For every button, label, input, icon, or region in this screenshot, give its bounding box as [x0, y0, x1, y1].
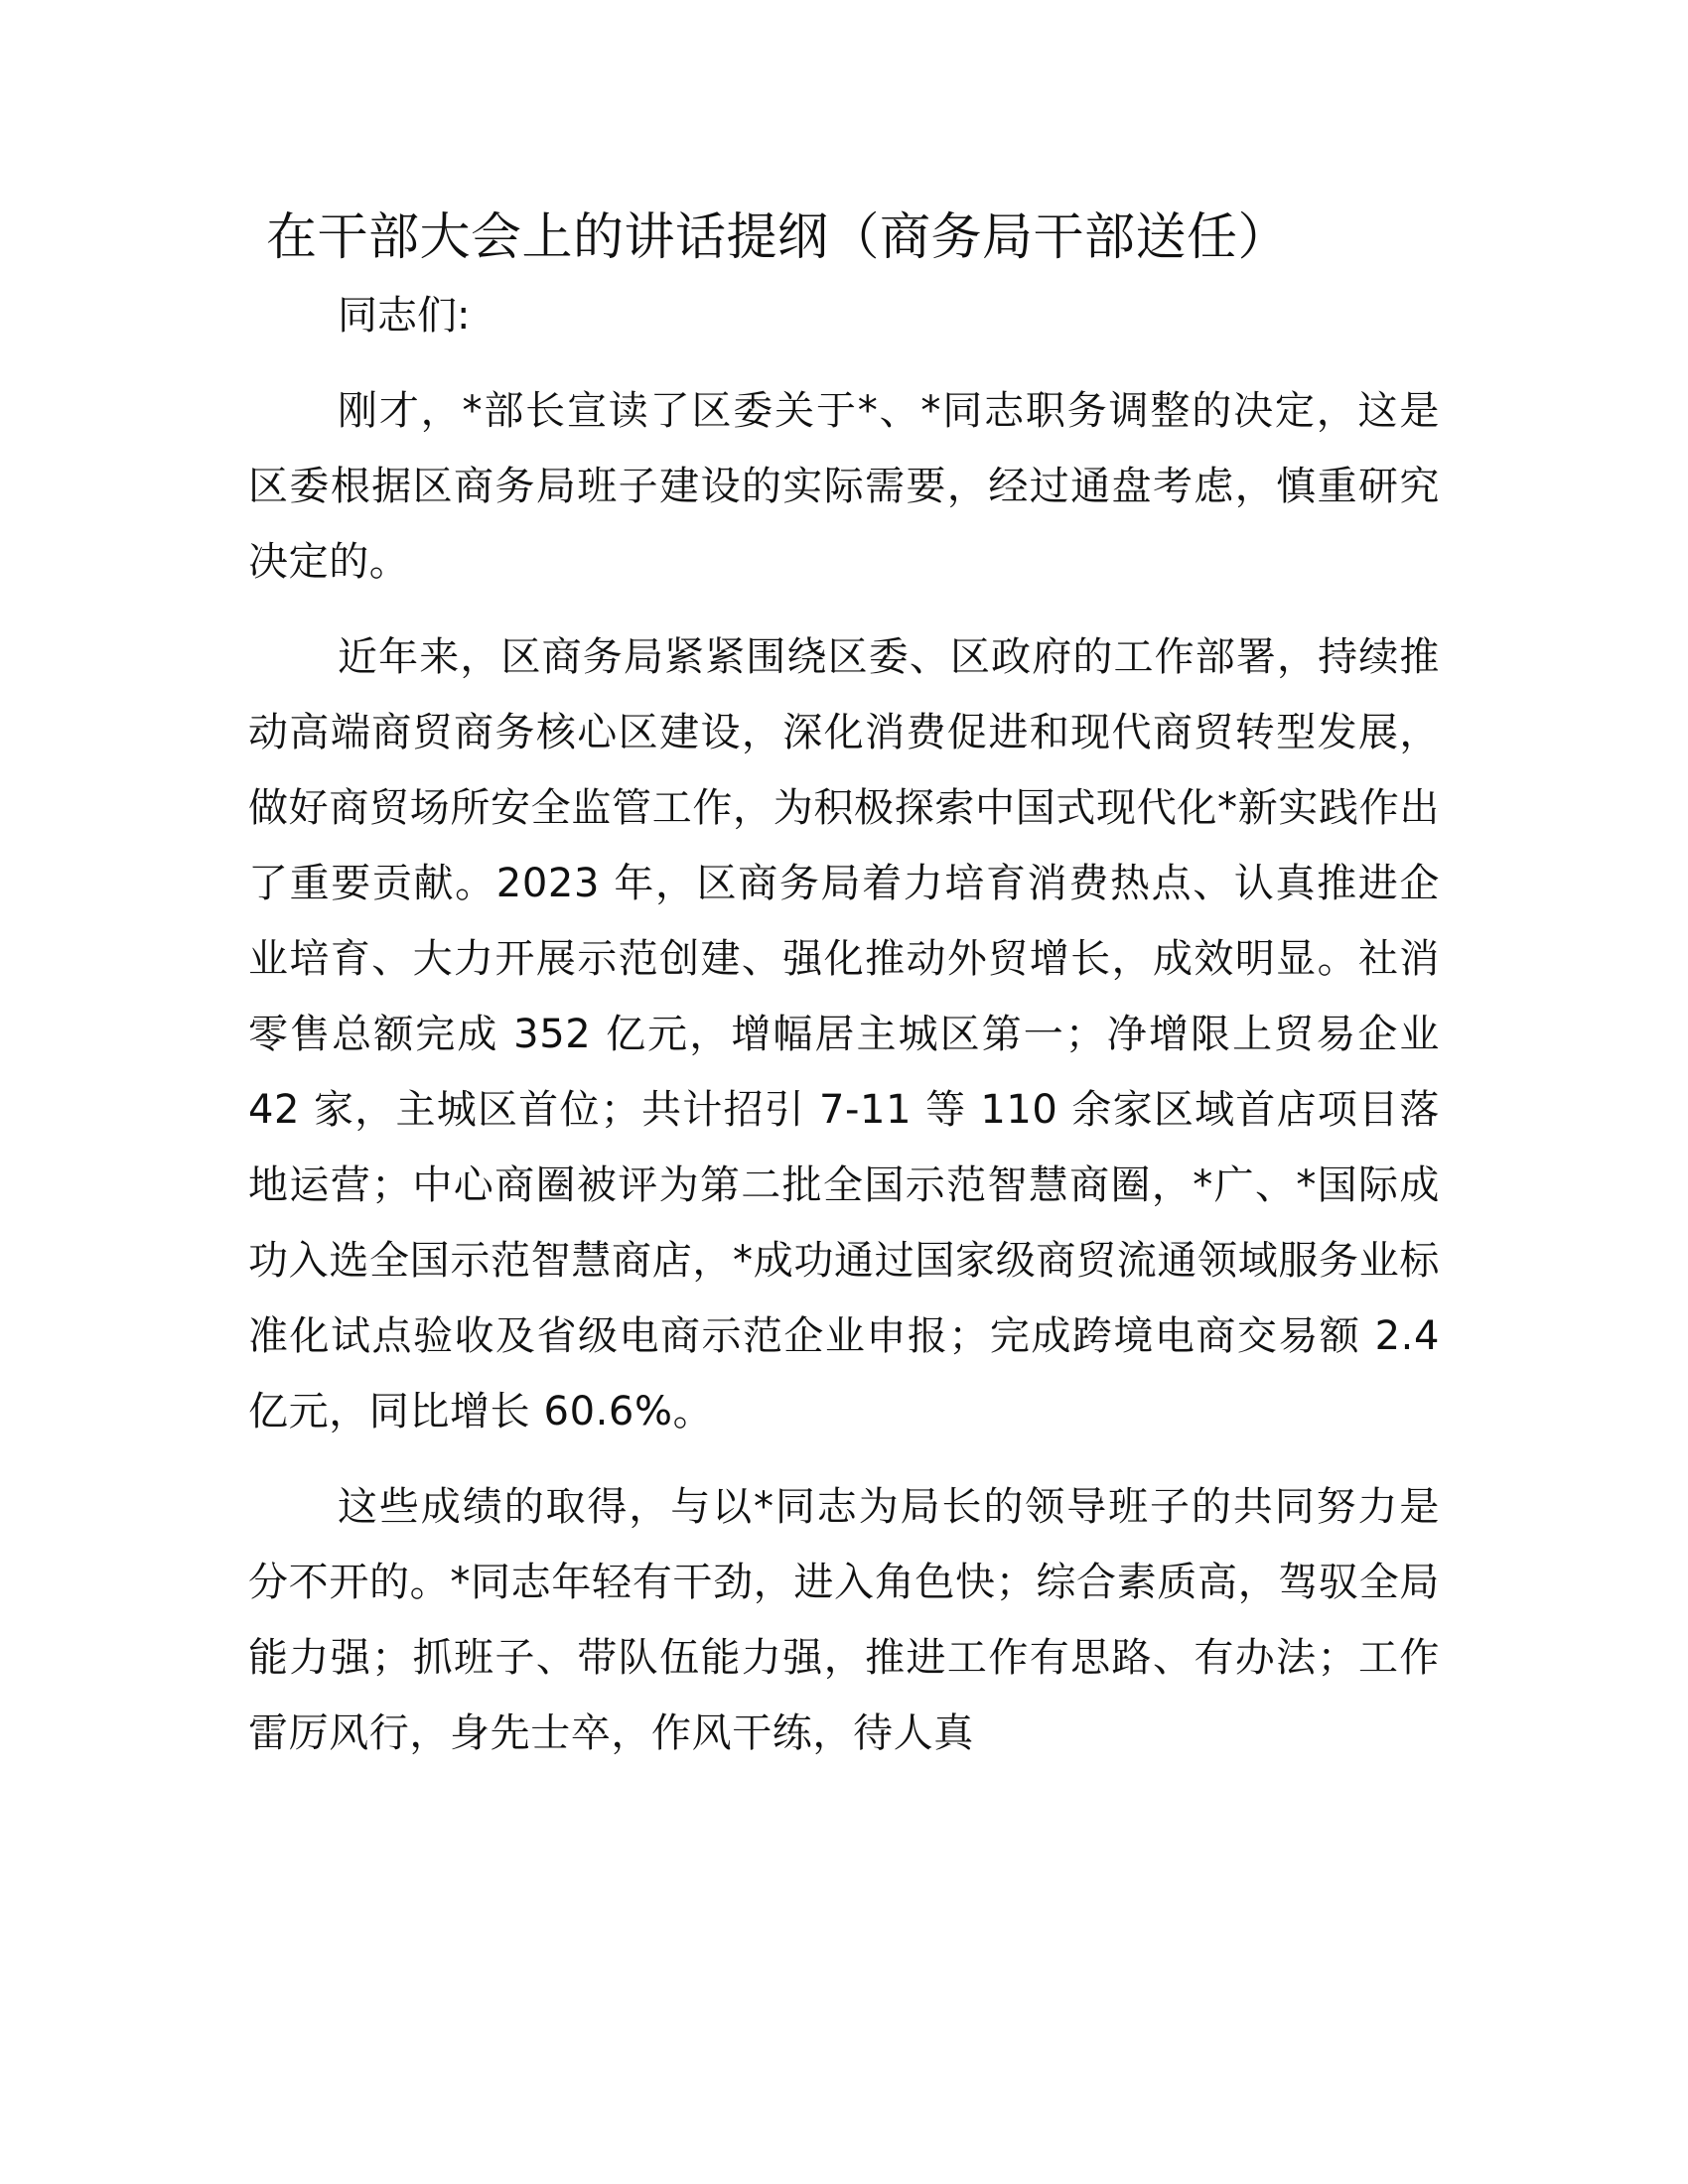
- paragraph-1: 刚才，*部长宣读了区委关于*、*同志职务调整的决定，这是区委根据区商务局班子建设的实际需要，经过通盘考虑，慎重研究决定的。: [248, 388, 1440, 585]
- document-title: 在干部大会上的讲话提纲（商务局干部送任）: [266, 208, 1290, 267]
- document-page: [248, 199, 1440, 1791]
- paragraph-3: 这些成绩的取得，与以*同志为局长的领导班子的共同努力是分不开的。*同志年轻有干劲，进入角色快；综合素质高，驾驭全局能力强；抓班子、带队伍能力强，推进工作有思路、有办法；工作雷厉风行，身先士卒，作风干练，待人真: [248, 1484, 1440, 1756]
- paragraph-2: 近年来，区商务局紧紧围绕区委、区政府的工作部署，持续推动高端商贸商务核心区建设，深化消费促进和现代商贸转型发展，做好商贸场所安全监管工作，为积极探索中国式现代化*新实践作出了重要贡献。2023 年，区商务局着力培育消费热点、认真推进企业培育、大力开展示范创建、强化推动外贸增长，成效明显。社消零售总额完成 352 亿元，增幅居主城区第一；净增限上贸易企业 42 家，主城区首位；共计招引 7-11 等 110 余家区域首店项目落地运营；中心商圈被评为第二批全国示范智慧商圈，*广、*国际成功入选全国示范智慧商店，*成功通过国家级商贸流通领域服务业标准化试点验收及省级电商示范企业申报；完成跨境电商交易额 2.4 亿元，同比增长 60.6%。: [248, 634, 1440, 1434]
- salutation: 同志们:: [338, 293, 471, 339]
